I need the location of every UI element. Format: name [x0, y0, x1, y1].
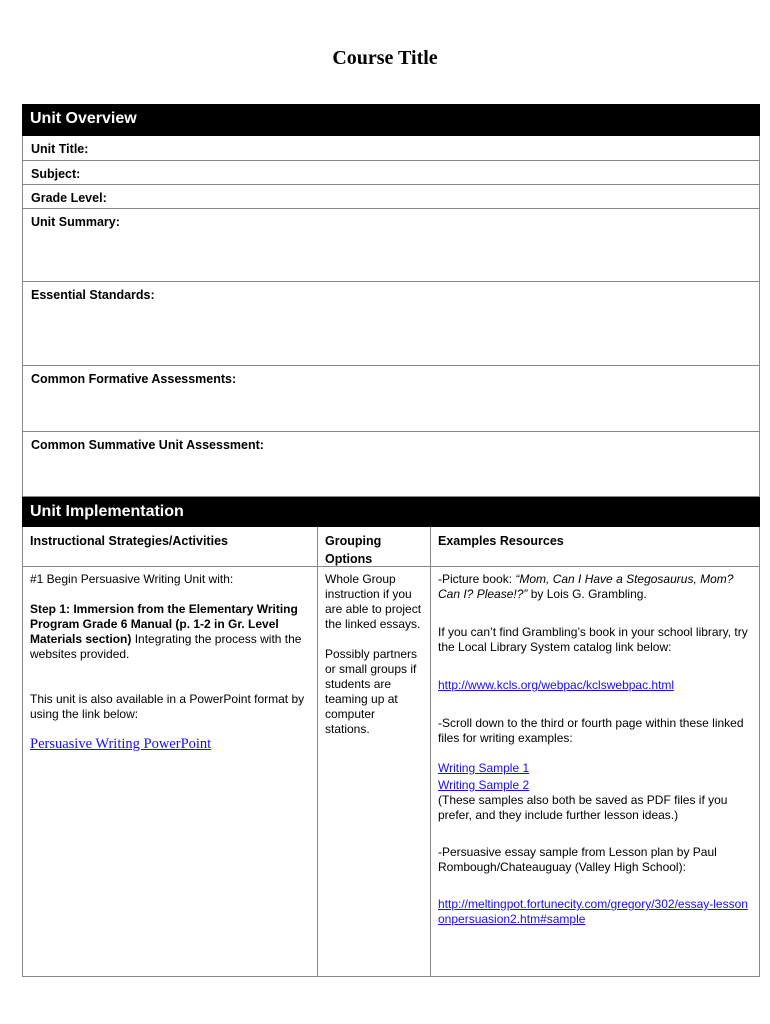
writing-sample-2-link[interactable]: Writing Sample 2 [438, 778, 530, 792]
field-essential-standards: Essential Standards: [22, 282, 760, 366]
writing-sample-1-link[interactable]: Writing Sample 1 [438, 761, 530, 775]
field-unit-title: Unit Title: [22, 136, 760, 161]
field-formative-assessments: Common Formative Assessments: [22, 366, 760, 432]
book-author: by Lois G. Grambling. [527, 587, 647, 601]
step-1-text: Integrating the process with the websites provided. [30, 632, 302, 661]
grouping-cell [318, 567, 431, 976]
scroll-text: -Scroll down to the third or fourth page within these linked files for writing examples: [438, 716, 744, 745]
grouping-option-partners: Possibly partners or small groups if students are teaming up at computer stations. [325, 647, 418, 736]
book-prefix: -Picture book: [438, 572, 516, 586]
unit-overview-header: Unit Overview [22, 104, 760, 136]
book-title: “Mom, Can I Have a Stegosaurus, Mom? Can I? Please!?” [438, 572, 734, 601]
samples-note: (These samples also both be saved as PDF files if you prefer, and they include further lesson ideas.) [438, 793, 728, 822]
resources-cell [431, 567, 760, 976]
column-header-strategies: Instructional Strategies/Activities [23, 527, 318, 567]
essay-text: -Persuasive essay sample from Lesson plan by Paul Rombough/Chateauguay (Valley High School): [438, 845, 717, 874]
column-header-grouping: Grouping Options [318, 527, 431, 567]
library-link[interactable]: http://www.kcls.org/webpac/kclswebpac.html [438, 678, 675, 692]
grouping-option-whole: Whole Group instruction if you are able to project the linked essays. [325, 572, 422, 631]
strategies-cell [23, 567, 318, 976]
field-summative-assessment: Common Summative Unit Assessment: [22, 432, 760, 497]
unit-implementation-header: Unit Implementation [22, 497, 760, 527]
strategies-intro: #1 Begin Persuasive Writing Unit with: [30, 572, 234, 586]
column-header-resources: Examples Resources [431, 527, 760, 567]
library-text: If you can’t find Grambling’s book in your school library, try the Local Library System catalog link below: [438, 625, 748, 654]
powerpoint-text: This unit is also available in a PowerPoint format by using the link below: [30, 692, 305, 721]
powerpoint-link[interactable]: Persuasive Writing PowerPoint [30, 736, 212, 752]
field-unit-summary: Unit Summary: [22, 209, 760, 282]
field-grade-level: Grade Level: [22, 185, 760, 209]
implementation-table [22, 527, 760, 977]
page-title: Course Title [332, 47, 438, 69]
field-subject: Subject: [22, 161, 760, 185]
essay-link[interactable]: http://meltingpot.fortunecity.com/gregory/302/essay-lessononpersuasion2.htm#sample [438, 897, 748, 926]
step-1-title: Step 1: Immersion from the Elementary Writing Program Grade 6 Manual (p. 1-2 in Gr. Level Materials section) [30, 602, 298, 646]
